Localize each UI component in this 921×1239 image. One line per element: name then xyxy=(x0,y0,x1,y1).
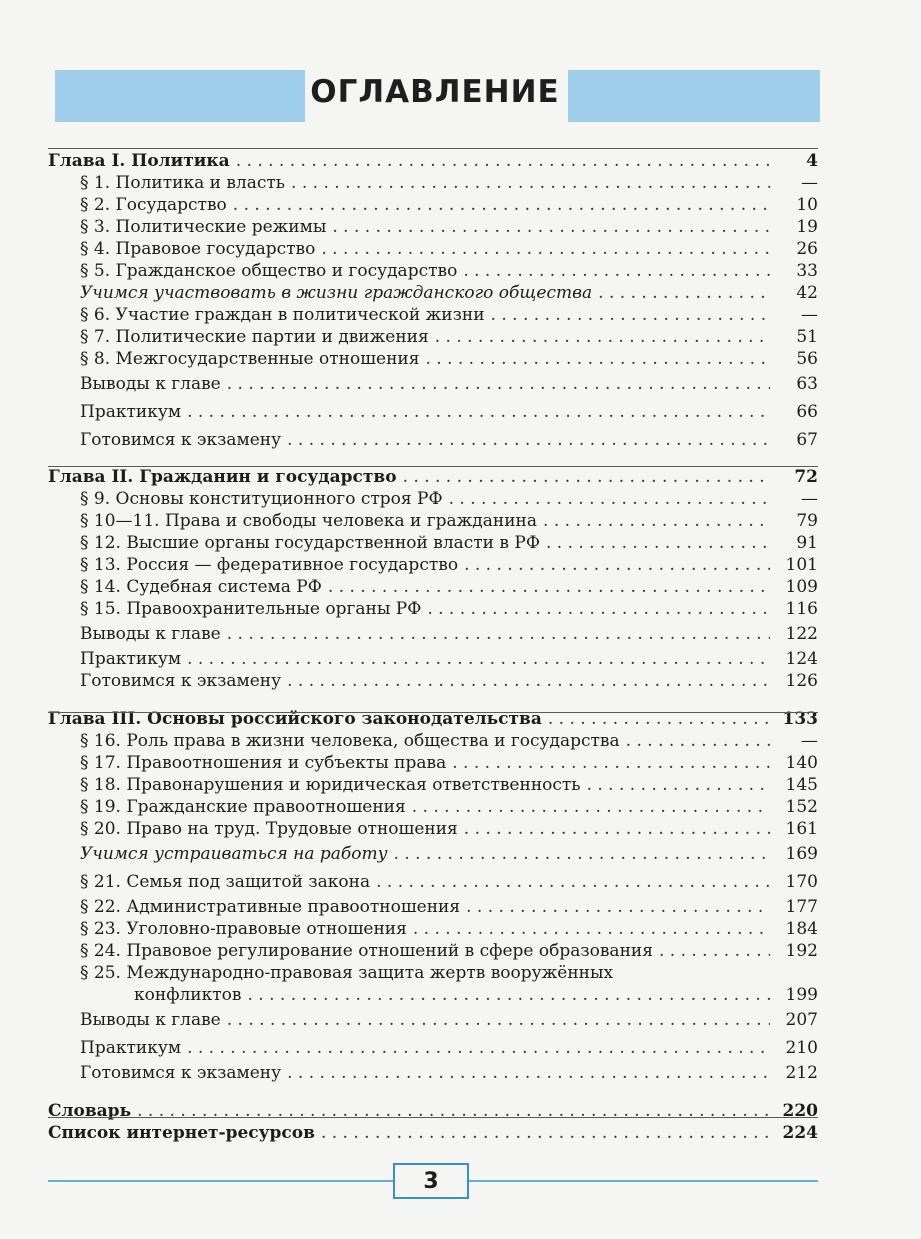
toc-entry-label: § 18. Правонарушения и юридическая ответственность xyxy=(80,775,581,795)
toc-entry-practicum-3[interactable] xyxy=(48,1034,818,1062)
dot-leader xyxy=(452,752,770,774)
toc-entry-label: § 15. Правоохранительные органы РФ xyxy=(80,599,422,619)
toc-entry-label: Учимся устраиваться на работу xyxy=(80,844,388,864)
dot-leader xyxy=(491,304,770,326)
toc-entry-page: 220 xyxy=(782,1101,818,1121)
toc-entry-page: 109 xyxy=(785,577,818,597)
chapter-1-page: 4 xyxy=(806,151,818,171)
toc-entry-page: 152 xyxy=(785,797,818,817)
toc-entry-p6[interactable] xyxy=(48,304,818,326)
toc-entry-label: § 17. Правоотношения и субъекты права xyxy=(80,753,447,773)
toc-entry-page: 33 xyxy=(796,261,818,281)
toc-entry-label: § 1. Политика и власть xyxy=(80,173,286,193)
toc-entry-p4[interactable] xyxy=(48,238,818,260)
dot-leader xyxy=(546,532,770,554)
toc-entry-page: 56 xyxy=(796,349,818,369)
dot-leader xyxy=(435,326,770,348)
toc-entry-p22[interactable] xyxy=(48,896,818,918)
dot-leader xyxy=(287,1062,770,1084)
toc-entry-label: § 21. Семья под защитой закона xyxy=(80,872,371,892)
toc-entry-label: § 9. Основы конституционного строя РФ xyxy=(80,489,443,509)
toc-entry-label: § 20. Право на труд. Трудовые отношения xyxy=(80,819,458,839)
toc-entry-p12[interactable] xyxy=(48,532,818,554)
toc-entry-label: § 5. Гражданское общество и государство xyxy=(80,261,458,281)
toc-entry-page: 66 xyxy=(796,402,818,422)
chapter-2-page: 72 xyxy=(794,467,818,487)
toc-entry-page: 126 xyxy=(785,671,818,691)
toc-entry-label: Практикум xyxy=(80,402,182,422)
toc-entry-exam-2[interactable] xyxy=(48,670,818,692)
toc-entry-page: 91 xyxy=(796,533,818,553)
dot-leader xyxy=(403,466,770,488)
chapter-1-title: Глава I. Политика xyxy=(48,151,230,171)
dot-leader xyxy=(464,818,770,840)
toc-entry-workshop-1[interactable] xyxy=(48,282,818,304)
dot-leader xyxy=(463,260,770,282)
toc-entry-page: 169 xyxy=(785,844,818,864)
toc-entry-label: § 19. Гражданские правоотношения xyxy=(80,797,406,817)
toc-entry-page: — xyxy=(801,731,818,751)
toc-entry-label: § 14. Судебная система РФ xyxy=(80,577,322,597)
dot-leader xyxy=(598,282,770,304)
toc-entry-label: § 3. Политические режимы xyxy=(80,217,327,237)
toc-entry-label: Список интернет-ресурсов xyxy=(48,1123,315,1143)
toc-entry-page: 212 xyxy=(785,1063,818,1083)
toc-entry-page: — xyxy=(801,305,818,325)
toc-entry-label: § 13. Россия — федеративное государство xyxy=(80,555,459,575)
toc-entry-p14[interactable] xyxy=(48,576,818,598)
toc-entry-page: 79 xyxy=(796,511,818,531)
toc-entry-label: Практикум xyxy=(80,649,182,669)
toc-entry-page: 19 xyxy=(796,217,818,237)
dot-leader xyxy=(187,398,770,426)
toc-entry-practicum-2[interactable] xyxy=(48,648,818,670)
dot-leader xyxy=(332,216,770,238)
toc-entry-p7[interactable] xyxy=(48,326,818,348)
toc-entry-page: 161 xyxy=(785,819,818,839)
divider-chapter-1 xyxy=(48,148,818,149)
dot-leader xyxy=(425,348,770,370)
table-of-contents xyxy=(48,150,818,1144)
page-title: ОГЛАВЛЕНИЕ xyxy=(310,74,560,110)
toc-entry-workshop-3[interactable] xyxy=(48,840,818,868)
toc-entry-label: Учимся участвовать в жизни гражданского общества xyxy=(80,283,593,303)
toc-entry-p8[interactable] xyxy=(48,348,818,370)
toc-entry-label: Готовимся к экзамену xyxy=(80,1063,282,1083)
dot-leader xyxy=(227,370,770,398)
toc-entry-page: 116 xyxy=(785,599,818,619)
title-band-right xyxy=(568,70,820,122)
toc-entry-label: Практикум xyxy=(80,1038,182,1058)
dot-leader xyxy=(659,940,770,962)
dot-leader xyxy=(287,670,770,692)
toc-entry-page: 224 xyxy=(782,1123,818,1143)
toc-entry-p19[interactable] xyxy=(48,796,818,818)
toc-entry-page: 192 xyxy=(785,941,818,961)
toc-entry-internet-resources[interactable] xyxy=(48,1122,818,1144)
dot-leader xyxy=(227,620,770,648)
toc-entry-label: § 25. Международно-правовая защита жертв вооружённых xyxy=(80,963,614,983)
toc-entry-label: § 8. Межгосударственные отношения xyxy=(80,349,420,369)
dot-leader xyxy=(449,488,770,510)
dot-leader xyxy=(291,172,770,194)
toc-entry-page: 42 xyxy=(796,283,818,303)
toc-entry-page: 140 xyxy=(785,753,818,773)
toc-entry-p16[interactable] xyxy=(48,730,818,752)
toc-entry-page: 210 xyxy=(785,1038,818,1058)
toc-entry-label: § 23. Уголовно-правовые отношения xyxy=(80,919,407,939)
divider-back-matter xyxy=(48,1117,818,1118)
toc-entry-label: Готовимся к экзамену xyxy=(80,671,282,691)
toc-entry-page: 10 xyxy=(796,195,818,215)
toc-entry-p24[interactable] xyxy=(48,940,818,962)
toc-entry-label: Выводы к главе xyxy=(80,1010,221,1030)
dot-leader xyxy=(187,648,770,670)
divider-chapter-3 xyxy=(48,712,818,713)
toc-entry-exam-3[interactable] xyxy=(48,1062,818,1084)
dot-leader xyxy=(236,150,770,172)
toc-entry-page: 177 xyxy=(785,897,818,917)
dot-leader xyxy=(137,1100,770,1122)
toc-entry-p17[interactable] xyxy=(48,752,818,774)
dot-leader xyxy=(328,576,770,598)
dot-leader xyxy=(227,1006,770,1034)
chapter-1-entry[interactable] xyxy=(48,150,818,172)
chapter-3-page: 133 xyxy=(782,709,818,729)
dot-leader xyxy=(587,774,770,796)
toc-entry-page: 207 xyxy=(785,1010,818,1030)
toc-entry-p1[interactable] xyxy=(48,172,818,194)
toc-entry-p20[interactable] xyxy=(48,818,818,840)
dot-leader xyxy=(626,730,770,752)
toc-entry-label: § 12. Высшие органы государственной власти в РФ xyxy=(80,533,540,553)
chapter-2-title: Глава II. Гражданин и государство xyxy=(48,467,397,487)
dot-leader xyxy=(464,554,770,576)
toc-entry-p25[interactable] xyxy=(48,962,818,1006)
toc-entry-p18[interactable] xyxy=(48,774,818,796)
toc-entry-page: 145 xyxy=(785,775,818,795)
dot-leader xyxy=(187,1034,770,1062)
footer-line-left xyxy=(48,1180,393,1182)
toc-entry-practicum-1[interactable] xyxy=(48,398,818,426)
divider-chapter-2 xyxy=(48,466,818,467)
toc-entry-label: § 10—11. Права и свободы человека и гражданина xyxy=(80,511,538,531)
toc-entry-label: Готовимся к экзамену xyxy=(80,430,282,450)
toc-entry-p2[interactable] xyxy=(48,194,818,216)
toc-entry-p5[interactable] xyxy=(48,260,818,282)
toc-entry-p10-11[interactable] xyxy=(48,510,818,532)
toc-entry-label: Выводы к главе xyxy=(80,624,221,644)
chapter-3-title: Глава III. Основы российского законодательства xyxy=(48,709,542,729)
dot-leader xyxy=(233,194,770,216)
toc-entry-page: 26 xyxy=(796,239,818,259)
title-band-left xyxy=(55,70,305,122)
dot-leader xyxy=(466,896,770,918)
dot-leader xyxy=(287,426,770,454)
toc-entry-glossary[interactable] xyxy=(48,1100,818,1122)
toc-entry-label: § 24. Правовое регулирование отношений в сфере образования xyxy=(80,941,653,961)
toc-entry-page: 124 xyxy=(785,649,818,669)
toc-entry-label: § 16. Роль права в жизни человека, общества и государства xyxy=(80,731,620,751)
toc-entry-label: § 22. Административные правоотношения xyxy=(80,897,461,917)
toc-entry-page: 184 xyxy=(785,919,818,939)
toc-entry-conclusions-3[interactable] xyxy=(48,1006,818,1034)
toc-entry-label: § 2. Государство xyxy=(80,195,227,215)
toc-entry-label: § 4. Правовое государство xyxy=(80,239,316,259)
toc-entry-p9[interactable] xyxy=(48,488,818,510)
toc-entry-conclusions-2[interactable] xyxy=(48,620,818,648)
toc-entry-page: 101 xyxy=(785,555,818,575)
toc-entry-page: 170 xyxy=(785,872,818,892)
dot-leader xyxy=(394,840,771,868)
footer-line-right xyxy=(469,1180,818,1182)
toc-entry-page: 199 xyxy=(785,985,818,1005)
dot-leader xyxy=(247,984,770,1006)
dot-leader xyxy=(321,1122,770,1144)
dot-leader xyxy=(427,598,770,620)
toc-entry-page: 63 xyxy=(796,374,818,394)
toc-entry-p21[interactable] xyxy=(48,868,818,896)
dot-leader xyxy=(543,510,770,532)
toc-entry-p15[interactable] xyxy=(48,598,818,620)
toc-entry-label: § 6. Участие граждан в политической жизни xyxy=(80,305,485,325)
toc-entry-page: 122 xyxy=(785,624,818,644)
toc-entry-label: Словарь xyxy=(48,1101,132,1121)
toc-entry-conclusions-1[interactable] xyxy=(48,370,818,398)
toc-entry-page: 67 xyxy=(796,430,818,450)
dot-leader xyxy=(412,796,770,818)
toc-entry-label-continued: конфликтов xyxy=(134,985,242,1005)
toc-entry-label: Выводы к главе xyxy=(80,374,221,394)
toc-entry-p23[interactable] xyxy=(48,918,818,940)
toc-entry-p13[interactable] xyxy=(48,554,818,576)
toc-entry-page: — xyxy=(801,489,818,509)
toc-entry-page: — xyxy=(801,173,818,193)
toc-entry-label: § 7. Политические партии и движения xyxy=(80,327,429,347)
dot-leader xyxy=(321,238,770,260)
dot-leader xyxy=(413,918,770,940)
toc-entry-exam-1[interactable] xyxy=(48,426,818,454)
chapter-2-entry[interactable] xyxy=(48,466,818,488)
toc-entry-page: 51 xyxy=(796,327,818,347)
toc-entry-p3[interactable] xyxy=(48,216,818,238)
dot-leader xyxy=(376,868,770,896)
page-number: 3 xyxy=(393,1163,469,1199)
